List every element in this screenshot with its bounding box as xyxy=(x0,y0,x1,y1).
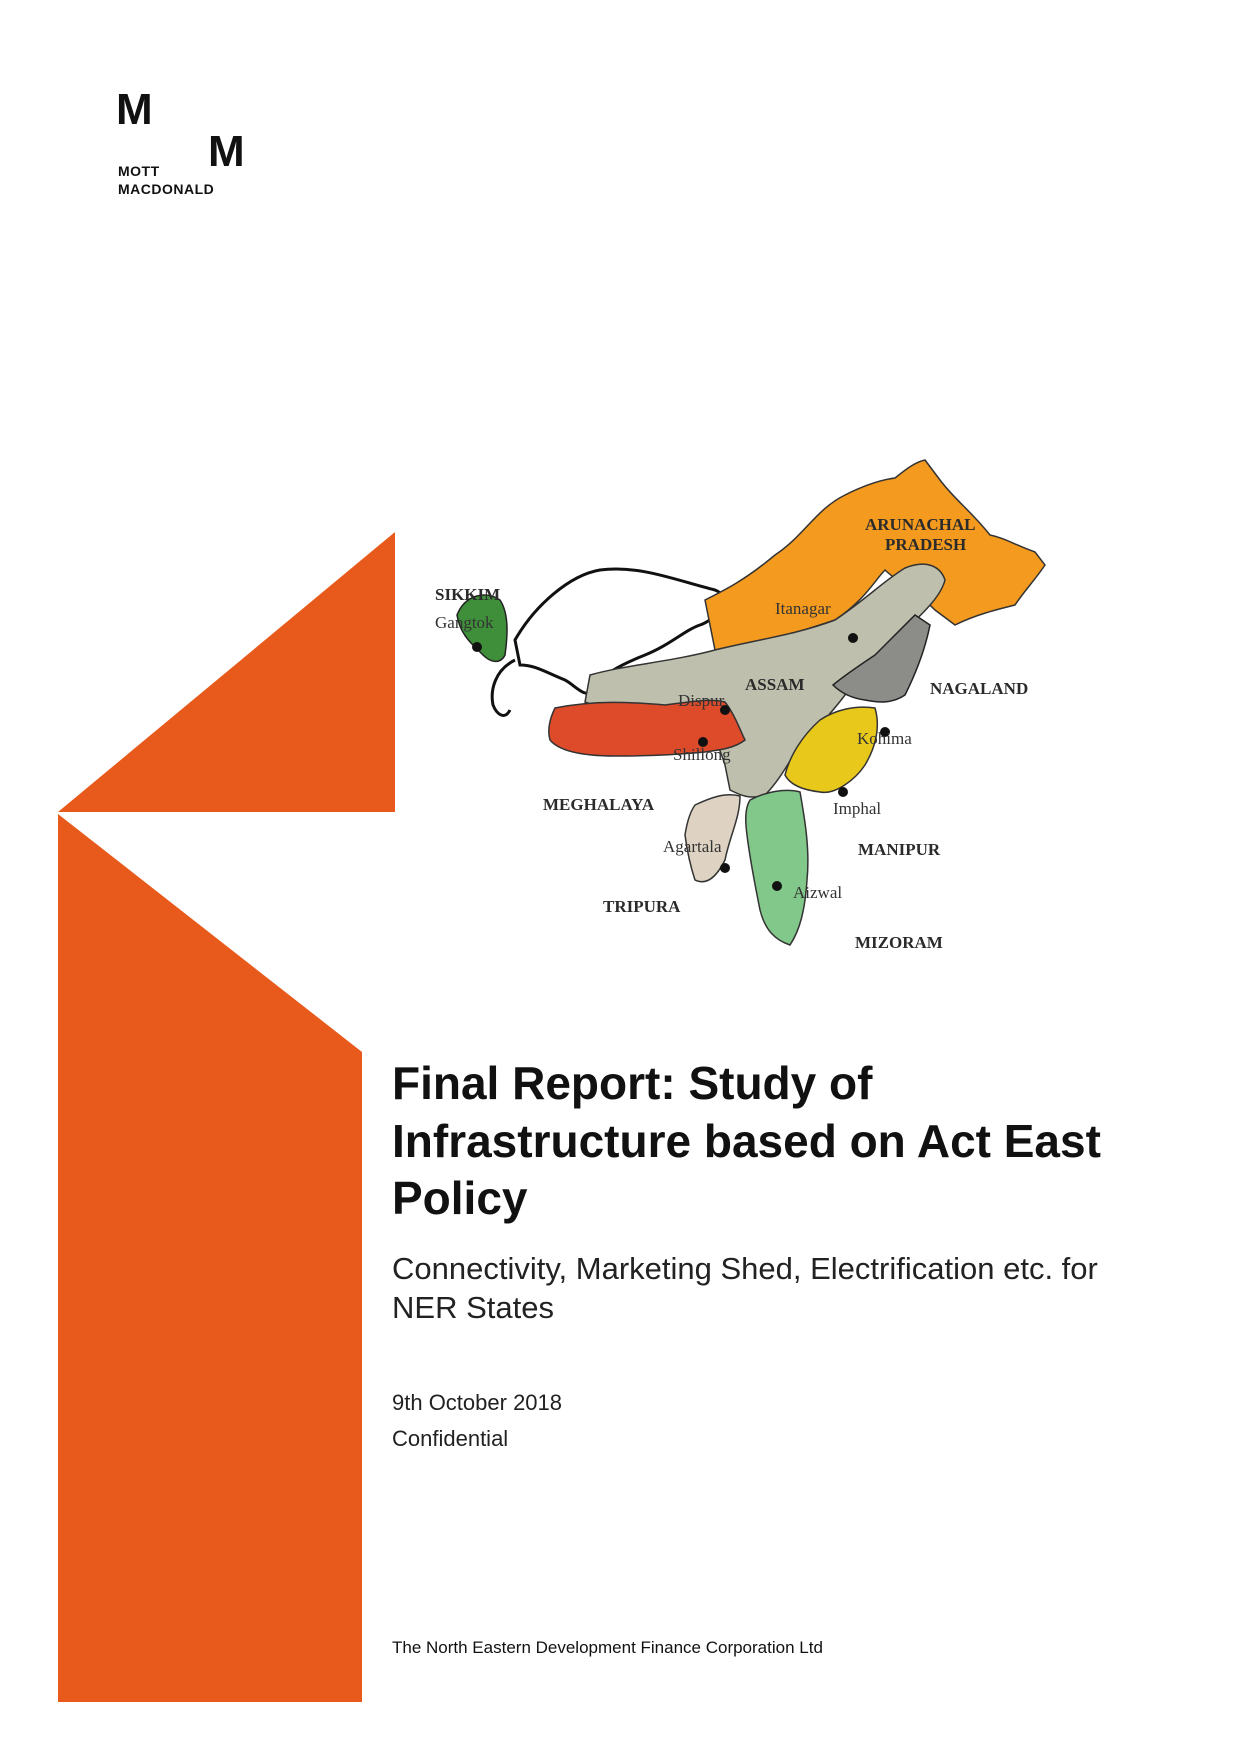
report-date: 9th October 2018 xyxy=(392,1390,563,1415)
label-arunachal: ARUNACHAL xyxy=(865,515,976,534)
capital-dot-agartala xyxy=(720,863,730,873)
label-manipur: MANIPUR xyxy=(858,840,941,859)
capital-dot-aizwal xyxy=(772,881,782,891)
city-gangtok: Gangtok xyxy=(435,613,494,632)
report-subtitle: Connectivity, Marketing Shed, Electrification etc. for NER States xyxy=(392,1251,1098,1325)
city-imphal: Imphal xyxy=(833,799,882,818)
label-tripura: TRIPURA xyxy=(603,897,681,916)
label-mizoram: MIZORAM xyxy=(855,933,943,952)
logo-letter: M xyxy=(208,127,245,176)
capital-dot-gangtok xyxy=(472,642,482,652)
city-kohima: Kohima xyxy=(857,729,912,748)
city-agartala: Agartala xyxy=(663,837,722,856)
report-classification: Confidential xyxy=(392,1426,509,1451)
city-itanagar: Itanagar xyxy=(775,599,831,618)
northeast-india-map xyxy=(395,440,1155,1020)
orange-triangle-upper xyxy=(58,532,395,812)
label-assam: ASSAM xyxy=(745,675,805,694)
city-shillong: Shillong xyxy=(673,745,731,764)
label-nagaland: NAGALAND xyxy=(930,679,1029,698)
report-title: Final Report: Study of Infrastructure based on Act East Policy xyxy=(392,1057,1101,1224)
city-aizwal: Aizwal xyxy=(793,883,843,902)
logo-word: MACDONALD xyxy=(118,181,215,197)
logo-word: MOTT xyxy=(118,163,160,179)
label-meghalaya: MEGHALAYA xyxy=(543,795,655,814)
capital-dot-itanagar xyxy=(848,633,858,643)
border-line xyxy=(492,660,515,715)
state-mizoram xyxy=(746,790,808,945)
label-pradesh: PRADESH xyxy=(885,535,967,554)
city-dispur: Dispur xyxy=(678,691,725,710)
logo-letter: M xyxy=(116,85,153,134)
client-name: The North Eastern Development Finance Corporation Ltd xyxy=(392,1638,823,1657)
orange-panel-lower xyxy=(58,814,362,1702)
label-sikkim: SIKKIM xyxy=(435,585,501,604)
capital-dot-imphal xyxy=(838,787,848,797)
